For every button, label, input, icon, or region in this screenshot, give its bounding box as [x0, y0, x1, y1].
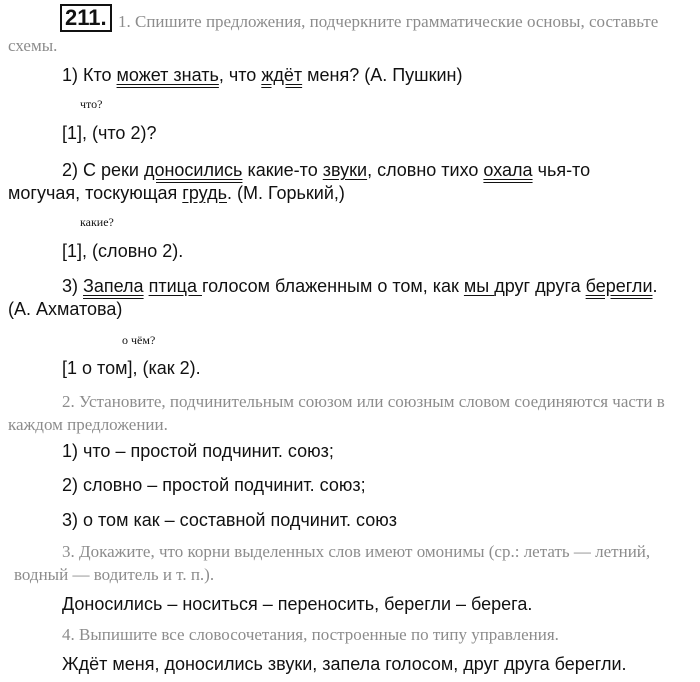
sentence-2-line-2	[8, 183, 345, 204]
sentence-3-line-2: (А. Ахматова)	[8, 299, 123, 319]
scheme-2: [1], (словно 2).	[62, 241, 184, 261]
text: друг друга	[494, 276, 586, 296]
predicate-underlined: охала	[483, 160, 533, 180]
question-1: что?	[80, 97, 103, 111]
text: какие-то	[242, 160, 323, 180]
task-2-line-1: 2. Установите, подчинительным союзом или союзным словом соединяются части в	[62, 392, 665, 411]
task-1-line-2: схемы.	[8, 36, 58, 55]
task-3-line-1: 3. Докажите, что корни выделенных слов имеют омонимы (ср.: летать — летний,	[62, 542, 651, 561]
sentence-2-line-1	[62, 160, 590, 181]
scheme-3: [1 о том], (как 2).	[62, 358, 201, 378]
answer-3: Доносились – носиться – переносить, берегли – берега.	[62, 594, 533, 614]
predicate-underlined: доносились	[143, 160, 243, 180]
predicate-underlined: может знать	[116, 65, 219, 85]
text: могучая, тоскующая	[8, 183, 183, 203]
task-1-line-1: 1. Спишите предложения, подчеркните грамматические основы, составьте	[118, 12, 659, 31]
sentence-3-line-1	[62, 276, 658, 297]
answer-4: Ждёт меня, доносились звуки, запела голосом, друг друга берегли.	[62, 654, 627, 674]
answer-2-item-2: 2) словно – простой подчинит. союз;	[62, 475, 366, 495]
task-4: 4. Выпишите все словосочетания, построенные по типу управления.	[62, 625, 559, 644]
text: чья-то	[532, 160, 591, 180]
text: , словно тихо	[367, 160, 484, 180]
text: 2) С реки	[62, 160, 144, 180]
question-2: какие?	[80, 215, 114, 229]
subject-underlined: мы	[463, 276, 495, 296]
text: . (М. Горький,)	[226, 183, 345, 203]
text: 3)	[62, 276, 84, 296]
subject-underlined: грудь	[182, 183, 227, 203]
task-3-line-2: водный — водитель и т. п.).	[14, 565, 215, 584]
predicate-underlined: Запела	[83, 276, 144, 296]
exercise-number: 211.	[60, 4, 112, 32]
question-3: о чём?	[122, 333, 156, 347]
text: голосом блаженным о том, как	[201, 276, 464, 296]
text: .	[652, 276, 658, 296]
answer-2-item-3: 3) о том как – составной подчинит. союз	[62, 510, 397, 530]
task-2-line-2: каждом предложении.	[8, 415, 168, 434]
predicate-underlined: берегли	[585, 276, 653, 296]
sentence-1	[62, 65, 462, 86]
text: меня? (А. Пушкин)	[302, 65, 463, 85]
subject-underlined: звуки	[322, 160, 368, 180]
text: , что	[218, 65, 262, 85]
answer-2-item-1: 1) что – простой подчинит. союз;	[62, 441, 334, 461]
subject-underlined: птица	[148, 276, 202, 296]
scheme-1: [1], (что 2)?	[62, 123, 157, 143]
text: 1) Кто	[62, 65, 117, 85]
predicate-underlined: ждёт	[261, 65, 303, 85]
